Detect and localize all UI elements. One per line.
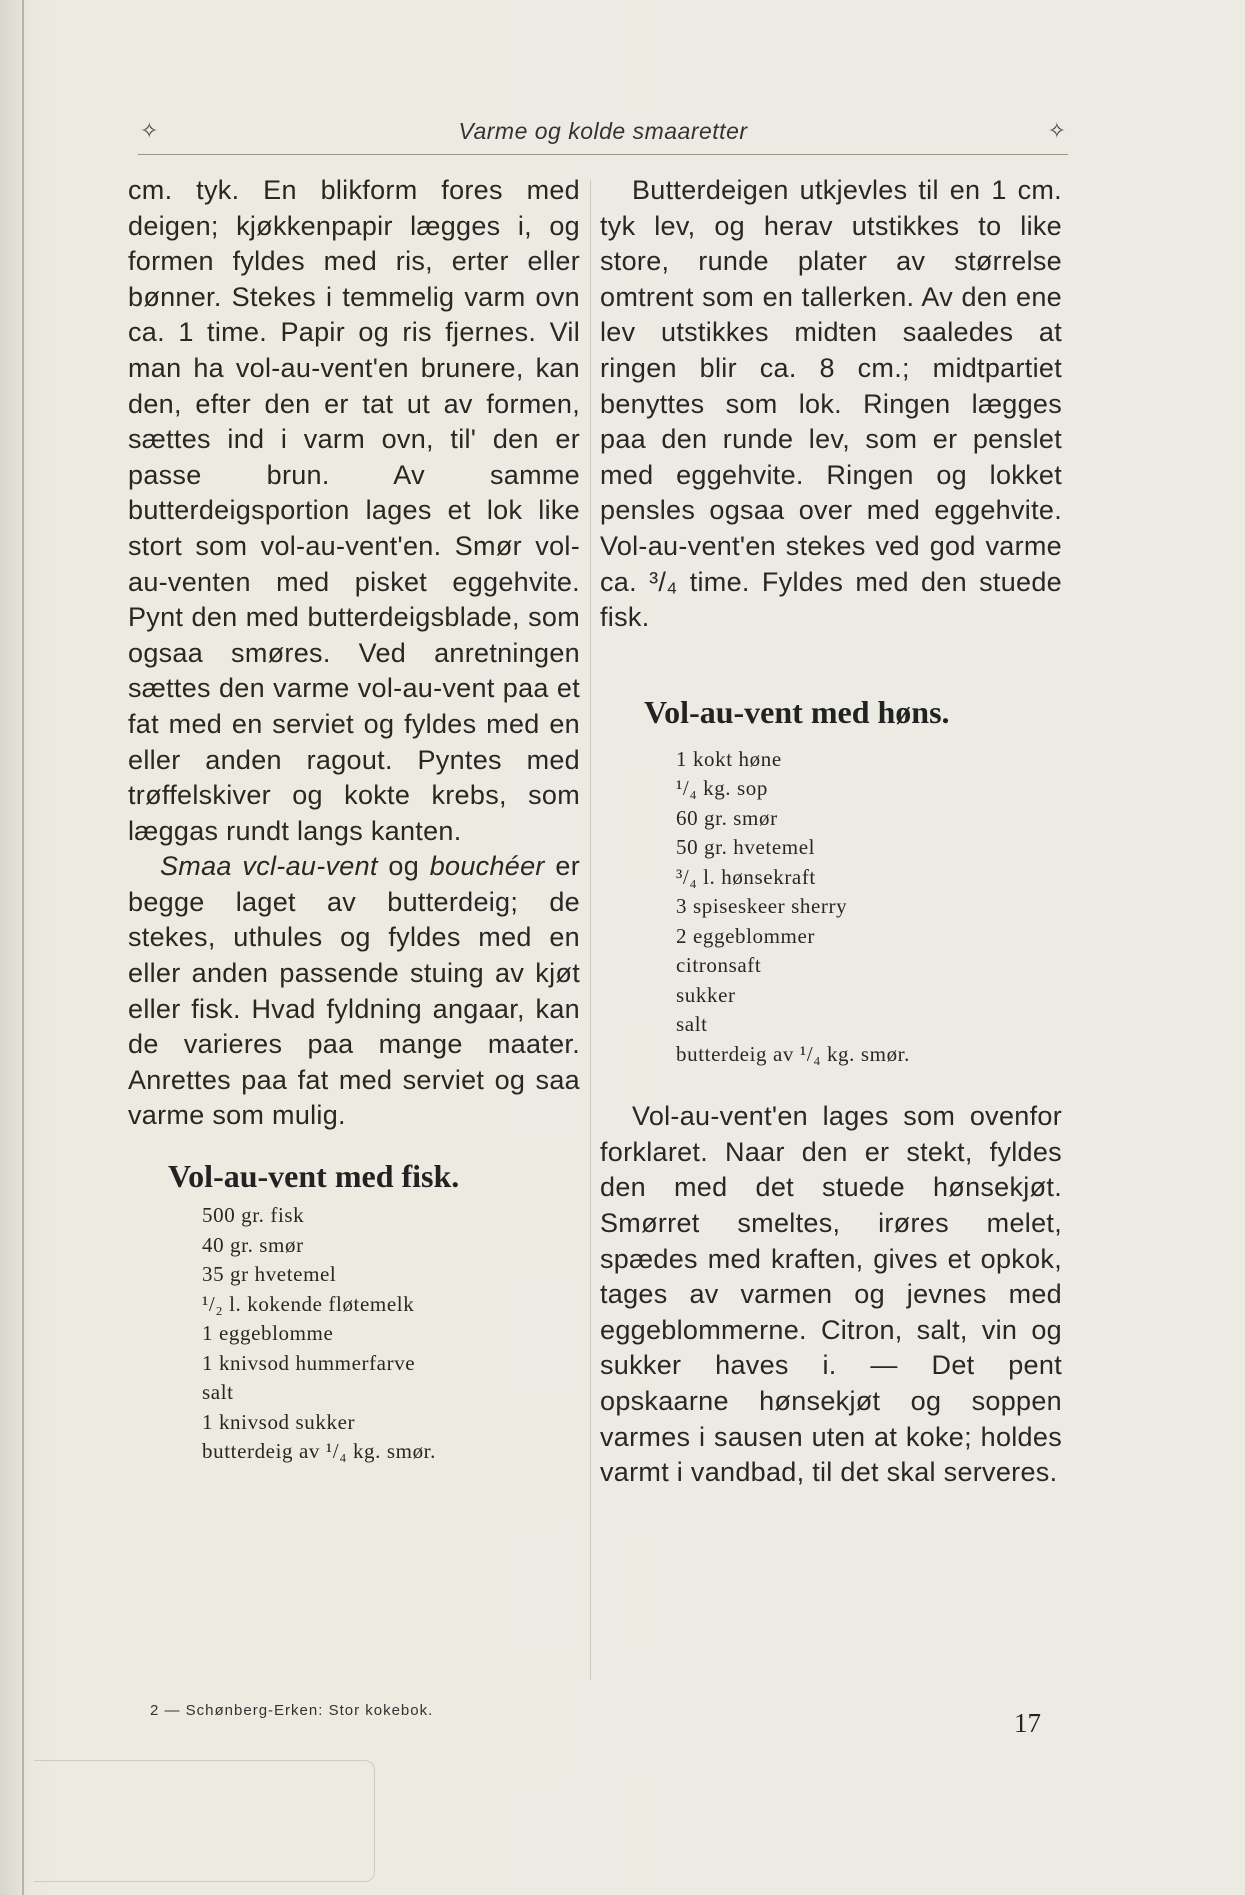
ornament-left-icon: ✧	[140, 118, 159, 143]
ingredient-item: ³/₄ l. hønsekraft	[676, 864, 816, 889]
ingredient-item: ¹/₄ kg. sop	[676, 776, 768, 801]
right-paragraph-1: Butterdeigen utkjevles til en 1 cm. tyk lev, og herav utstikkes to like store, runde plater av størrelse omtrent som en tallerken. Av den ene lev utstikkes midten saaledes at ringen blir ca. 8 cm.; midtpartiet benyttes som lok. Ringen lægges paa den runde lev, som er penslet med eggehvite. Ringen og lokket pensles ogsaa over med eggehvite. Vol-au-vent'en stekes ved god varme ca. ³/₄ time. Fyldes med den stuede fisk.	[600, 175, 1062, 633]
ingredient-item: 1 kokt høne	[676, 746, 782, 771]
binding-edge	[22, 0, 24, 1895]
left-paragraph-2	[128, 849, 580, 1134]
italic-term-2: bouchéer	[429, 851, 545, 882]
ingredient-item: citronsaft	[676, 953, 762, 978]
ingredients-list-hens	[676, 745, 1062, 1070]
running-head	[138, 106, 1068, 155]
paragraph-2-text: er begge laget av butterdeig; de stekes, uthules og fyldes med en eller anden passende stuing av kjøt eller fisk. Hvad fyldning angaar, kan de varieres paa mange maater. Anrettes paa fat med serviet og saa varme som mulig.	[128, 851, 580, 1131]
signature-mark: 2 — Schønberg-Erken: Stor kokebok.	[150, 1702, 434, 1719]
ingredient-item: sukker	[676, 982, 736, 1007]
ingredient-item: ¹/₂ l. kokende fløtemelk	[202, 1291, 415, 1316]
running-head-title: Varme og kolde smaaretter	[458, 118, 748, 144]
ingredient-item: 500 gr. fisk	[202, 1203, 305, 1228]
ingredient-item: 1 eggeblomme	[202, 1321, 334, 1346]
ingredient-item: 2 eggeblommer	[676, 923, 816, 948]
right-column	[600, 173, 1062, 1491]
recipe-heading-hens: Vol-au-vent med høns.	[644, 693, 950, 730]
left-column	[128, 173, 580, 1467]
ornament-right-icon: ✧	[1047, 118, 1066, 143]
ingredient-item: 35 gr hvetemel	[202, 1262, 337, 1287]
ingredient-item: 40 gr. smør	[202, 1232, 304, 1257]
left-paragraph-1: cm. tyk. En blikform fores med deigen; kjøkkenpapir lægges i, og formen fyldes med ris, erter eller bønner. Stekes i temmelig varm ovn ca. 1 time. Papir og ris fjernes. Vil man ha vol-au-vent'en brunere, kan den, efter den er tat ut av formen, sættes ind i varm ovn, til' den er passe brun. Av samme butterdeigsportion lages et lok like stort som vol-au-vent'en. Smør vol-au-venten med pisket eggehvite. Pynt den med butterdeigsblade, som ogsaa smøres. Ved anretningen sættes den varme vol-au-vent paa et fat med en serviet og fyldes med en eller anden ragout. Pyntes med trøffelskiver og kokte krebs, som læggas rundt langs kanten.	[128, 175, 580, 846]
italic-term-1: Smaa vcl-au-vent	[160, 851, 378, 882]
ingredient-item: 3 spiseskeer sherry	[676, 894, 848, 919]
ingredient-item: butterdeig av ¹/₄ kg. smør.	[202, 1439, 436, 1464]
ingredient-item: salt	[202, 1380, 234, 1405]
ingredient-item: 50 gr. hvetemel	[676, 835, 816, 860]
recipe-heading-fish: Vol-au-vent med fisk.	[168, 1158, 460, 1195]
column-divider	[590, 180, 591, 1680]
ingredient-item: 1 knivsod hummerfarve	[202, 1350, 416, 1375]
ingredient-item: salt	[676, 1012, 708, 1037]
page-number: 17	[1014, 1708, 1041, 1738]
right-paragraph-2: Vol-au-vent'en lages som ovenfor forklaret. Naar den er stekt, fyldes den med det stuede hønsekjøt. Smørret smeltes, irøres melet, spædes med kraften, gives et opkok, tages av varmen og jevnes med eggeblommerne. Citron, salt, vin og sukker haves i. — Det pent opskaarne hønsekjøt og soppen varmes i sausen uten at koke; holdes varmt i vandbad, til det skal serveres.	[600, 1101, 1062, 1488]
ingredient-item: butterdeig av ¹/₄ kg. smør.	[676, 1041, 910, 1066]
ingredients-list-fish	[202, 1201, 580, 1467]
ingredient-item: 1 knivsod sukker	[202, 1409, 356, 1434]
ingredient-item: 60 gr. smør	[676, 805, 778, 830]
page-fold-shadow	[34, 1760, 375, 1882]
paragraph-2-conjunction: og	[377, 851, 430, 882]
